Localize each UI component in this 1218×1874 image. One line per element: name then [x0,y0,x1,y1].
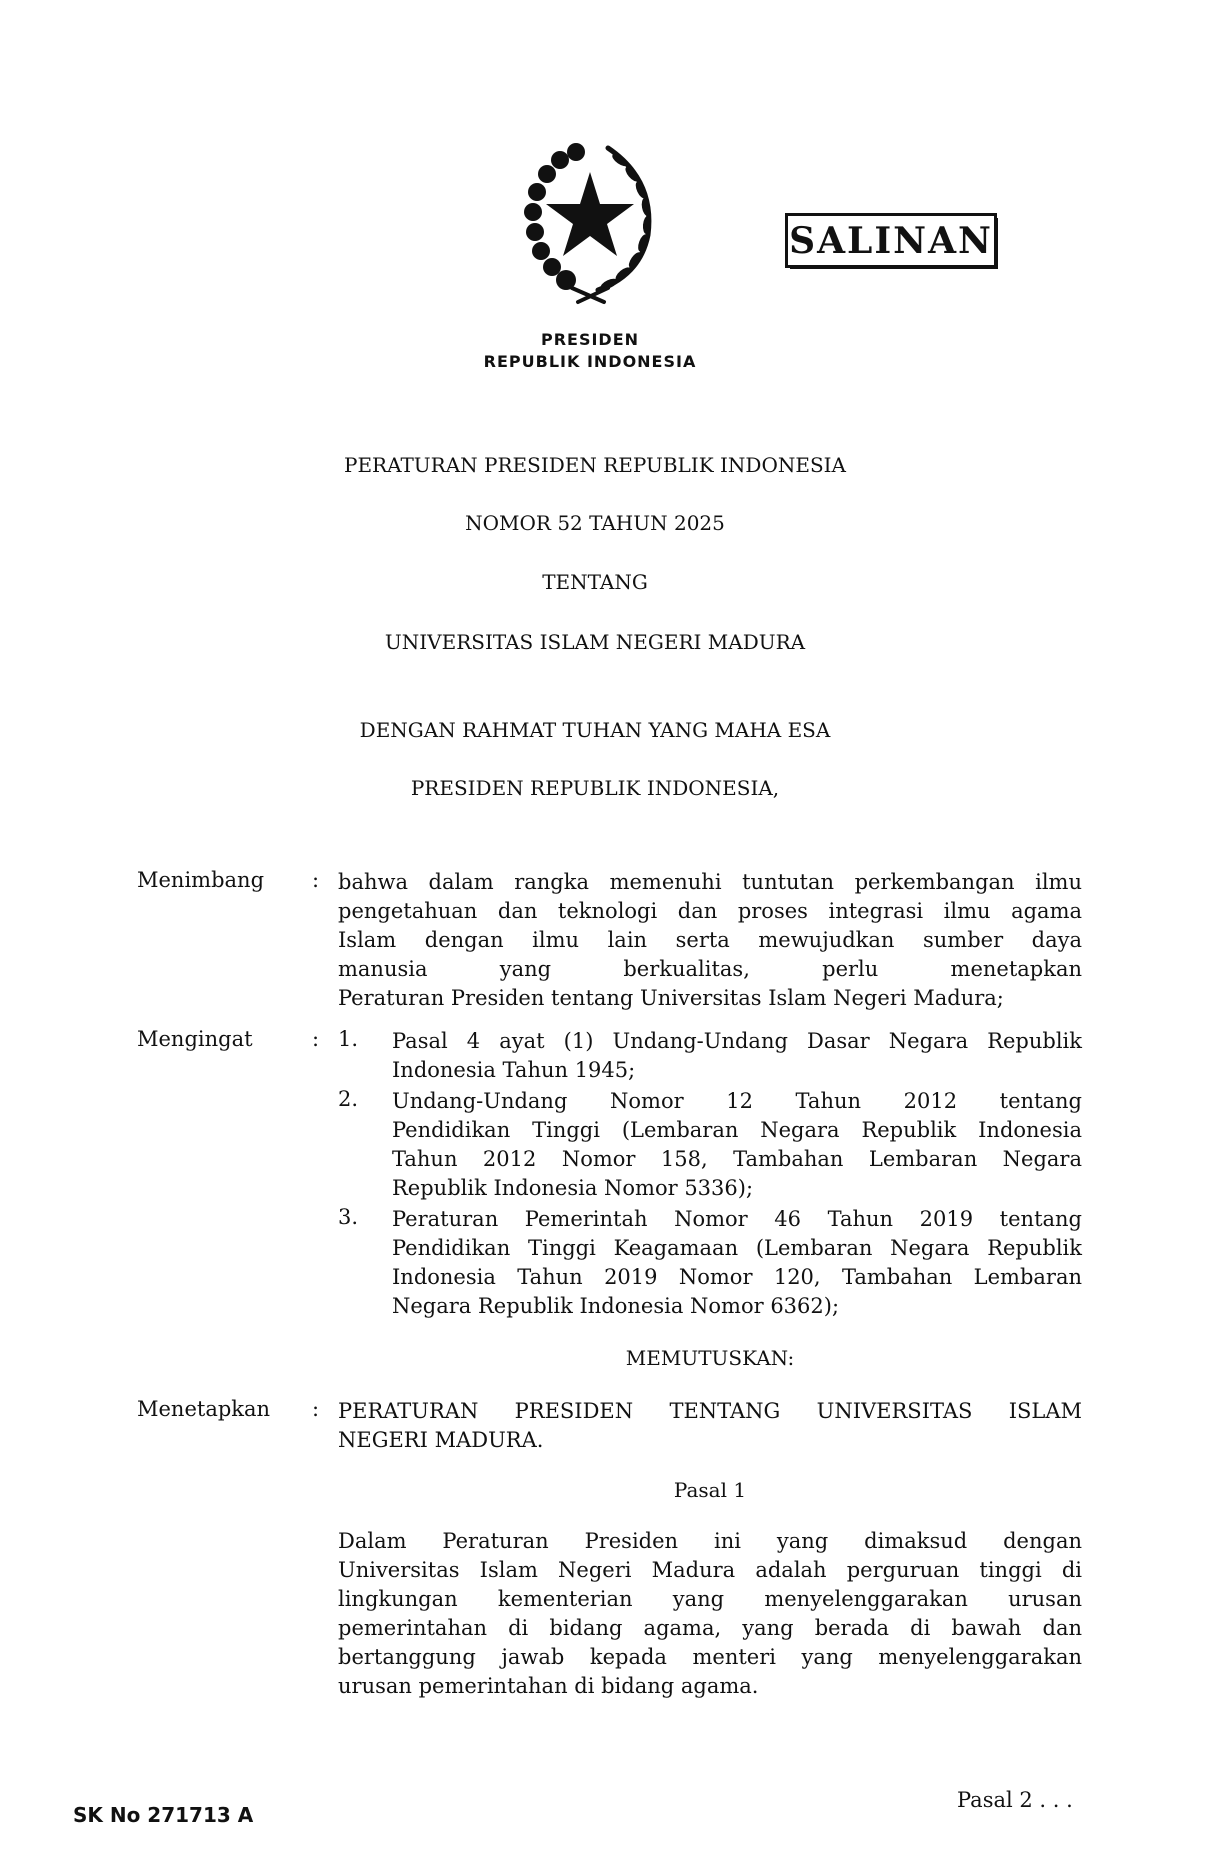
issuer-line: PRESIDEN REPUBLIK INDONESIA, [410,776,780,800]
emblem-caption-presiden: PRESIDEN [540,330,640,349]
regulation-type-title: PERATURAN PRESIDEN REPUBLIK INDONESIA [343,453,846,477]
mengingat-item: Undang-Undang Nomor 12 Tahun 2012 tentang Pendidikan Tinggi (Lembaran Negara Republik Indonesia Tahun 2012 Nomor 158, Tambahan Lembaran Negara Republik Indonesia Nomor 5336); [392,1089,1082,1200]
pasal-1-heading: Pasal 1 [673,1478,747,1502]
pasal-1-text: Dalam Peraturan Presiden ini yang dimaksud dengan Universitas Islam Negeri Madura adalah perguruan tinggi di lingkungan kementerian yang menyelenggarakan urusan pemerintahan di bidang agama, yang berada di bawah dan bertanggung jawab kepada menteri yang menyelenggarakan urusan pemerintahan di bidang agama. [338,1529,1082,1698]
memutuskan-heading: MEMUTUSKAN: [625,1346,795,1370]
next-page-indicator: Pasal 2 . . . [957,1788,1073,1812]
presidential-emblem-icon [520,140,660,305]
menetapkan-colon: : [312,1397,320,1421]
mengingat-label: Mengingat [137,1027,253,1051]
mengingat-item: Pasal 4 ayat (1) Undang-Undang Dasar Negara Republik Indonesia Tahun 1945; [392,1029,1082,1082]
menimbang-text: bahwa dalam rangka memenuhi tuntutan perkembangan ilmu pengetahuan dan teknologi dan proses integrasi ilmu agama Islam dengan ilmu lain serta mewujudkan sumber daya manusia yang berkualitas, perlu menetapkan Peraturan Presiden tentang Universitas Islam Negeri Madura; [338,870,1082,1010]
menimbang-label: Menimbang [137,868,265,892]
menetapkan-text: PERATURAN PRESIDEN TENTANG UNIVERSITAS ISLAM NEGERI MADURA. [338,1399,1082,1452]
mengingat-item-number: 1. [338,1027,359,1051]
menetapkan-label: Menetapkan [137,1397,271,1421]
mengingat-item: Peraturan Pemerintah Nomor 46 Tahun 2019 tentang Pendidikan Tinggi Keagamaan (Lembaran Negara Republik Indonesia Tahun 2019 Nomor 120, Tambahan Lembaran Negara Republik Indonesia Nomor 6362); [392,1207,1082,1318]
sk-number: SK No 271713 A [73,1803,254,1827]
menimbang-colon: : [312,868,320,892]
regulation-number: NOMOR 52 TAHUN 2025 [465,511,725,535]
tentang-label: TENTANG [542,570,648,594]
regulation-subject: UNIVERSITAS ISLAM NEGERI MADURA [384,630,806,654]
mengingat-item-number: 2. [338,1087,359,1111]
salinan-label: SALINAN [789,219,993,262]
emblem-caption-republik: REPUBLIK INDONESIA [483,352,697,371]
mengingat-colon: : [312,1027,320,1051]
mengingat-item-number: 3. [338,1205,359,1229]
invocation-line: DENGAN RAHMAT TUHAN YANG MAHA ESA [359,718,831,742]
salinan-stamp [785,213,997,268]
